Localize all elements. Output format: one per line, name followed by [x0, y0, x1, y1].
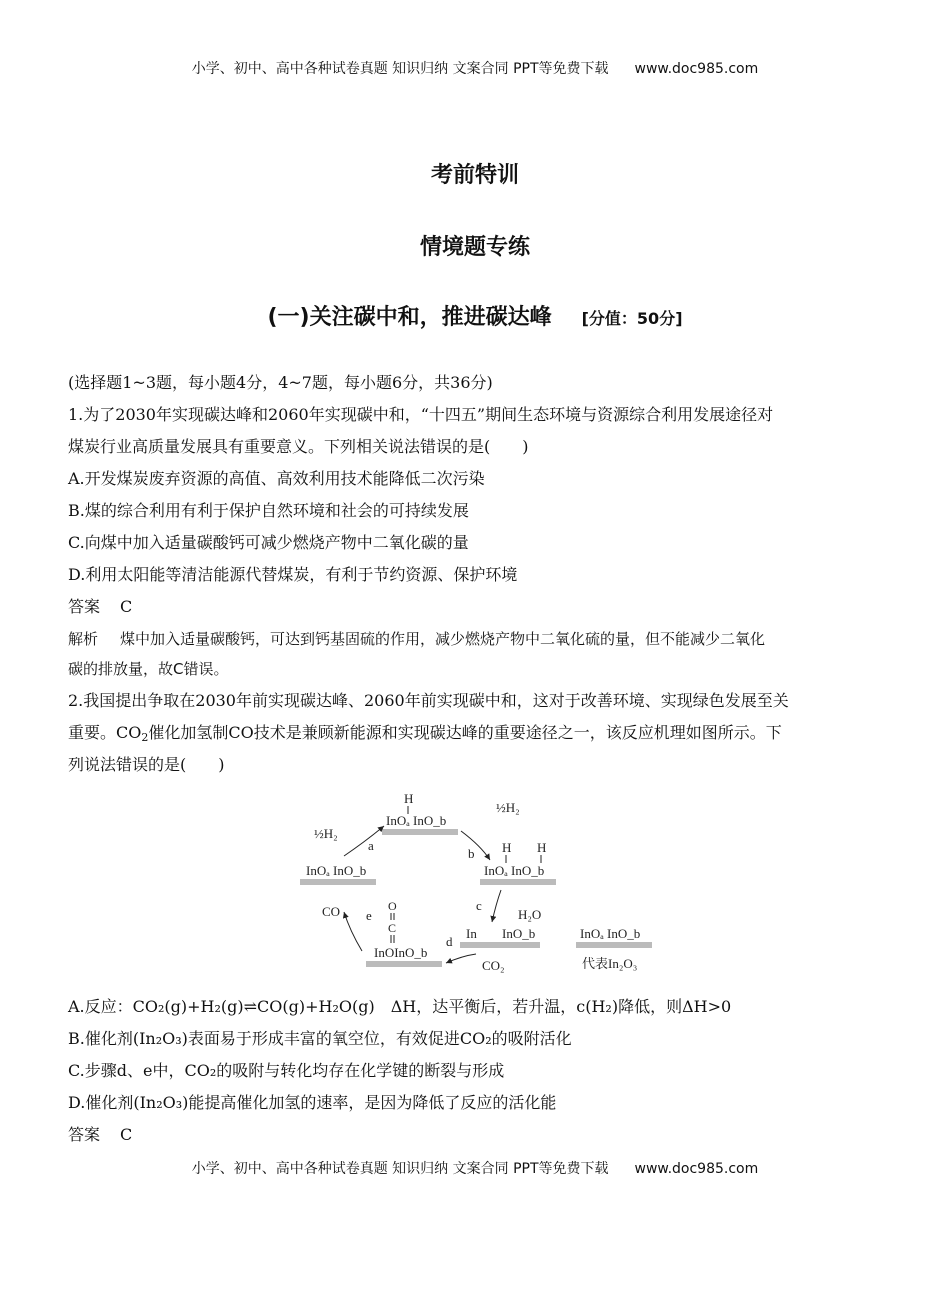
q1-analysis-text: 煤中加入适量碳酸钙，可达到钙基固硫的作用，减少燃烧产物中二氧化硫的量，但不能减少二氧化 — [120, 630, 766, 648]
page-title: 考前特训 — [430, 163, 519, 188]
q1-stem-line1: 1.为了2030年实现碳达峰和2060年实现碳中和，“十四五”期间生态环境与资源综合利用发展途径对 — [68, 405, 774, 424]
co2-label: CO₂ — [482, 958, 505, 973]
step-a-label: a — [368, 838, 374, 853]
half-h2-right: ½H₂ — [496, 800, 520, 815]
step-b-label: b — [468, 846, 475, 861]
q2-stem-line2b: 催化加氢制CO技术是兼顾新能源和实现碳达峰的重要途径之一，该反应机理如图所示。下 — [148, 723, 782, 742]
footer-site-link[interactable]: www.doc985.com — [634, 1161, 759, 1177]
half-h2-left: ½H₂ — [314, 826, 338, 841]
right-h1-label: H — [502, 840, 512, 855]
q1-stem-line2: 煤炭行业高质量发展具有重要意义。下列相关说法错误的是( ) — [68, 437, 529, 456]
question-intro: (选择题1~3题，每小题4分，4~7题，每小题6分，共36分) — [68, 373, 493, 392]
arrow-c — [492, 890, 501, 922]
top-h-label: H — [404, 791, 414, 806]
subsection-title — [0, 300, 950, 331]
right-h2-label: H — [537, 840, 547, 855]
vacancy-surface — [460, 942, 540, 948]
vacancy-inob-label: InO_b — [502, 926, 536, 941]
page-footer — [0, 1158, 950, 1178]
header-site-link[interactable]: www.doc985.com — [634, 61, 759, 77]
q2-answer-label: 答案 — [68, 1125, 101, 1144]
q2-stem-line1: 2.我国提出争取在2030年前实现碳达峰、2060年前实现碳中和，这对于改善环境、实现绿色发展至关 — [68, 691, 789, 710]
q1-answer-label: 答案 — [68, 597, 101, 616]
step-d-label: d — [446, 934, 453, 949]
arrow-e — [344, 912, 362, 951]
q1-answer — [68, 596, 880, 618]
bottom-surface-label: InOInO_b — [374, 945, 428, 960]
step-e-label: e — [366, 908, 372, 923]
q1-option-d: D.利用太阳能等清洁能源代替煤炭，有利于节约资源、保护环境 — [68, 565, 518, 584]
q1-analysis-line1 — [68, 628, 880, 650]
legend-label: 代表In₂O₃ — [582, 956, 638, 971]
co2-o-label: O — [388, 899, 397, 913]
vacancy-in-label: In — [466, 926, 477, 941]
q1-option-a: A.开发煤炭废弃资源的高值、高效利用技术能降低二次污染 — [68, 469, 485, 488]
arrow-a — [344, 826, 384, 856]
arrow-b — [461, 831, 490, 860]
page-header — [0, 58, 950, 78]
footer-text: 小学、初中、高中各种试卷真题 知识归纳 文案合同 PPT等免费下载 — [191, 1161, 609, 1177]
arrow-d — [446, 954, 476, 963]
mechanism-diagram — [296, 786, 666, 976]
score-label: [分值：50分] — [581, 309, 683, 328]
step-c-label: c — [476, 898, 482, 913]
q1-analysis-label: 解析 — [68, 630, 99, 648]
subsection-title-text: (一)关注碳中和，推进碳达峰 — [267, 305, 552, 330]
q2-answer-value: C — [120, 1125, 133, 1144]
q1-analysis-line2: 碳的排放量，故C错误。 — [68, 660, 229, 678]
header-text: 小学、初中、高中各种试卷真题 知识归纳 文案合同 PPT等免费下载 — [191, 61, 609, 77]
top-surface-label: InOₐ InO_b — [386, 813, 447, 828]
left-surface — [300, 879, 376, 885]
right-surface — [480, 879, 556, 885]
legend-surface — [576, 942, 652, 948]
co2-c-label: C — [388, 921, 397, 935]
section-title: 情境题专练 — [419, 235, 530, 260]
q2-option-a: A.反应：CO₂(g)+H₂(g)⇌CO(g)+H₂O(g) ΔH，达平衡后，若升温，c(H₂)降低，则ΔH>0 — [68, 997, 732, 1016]
bottom-surface — [366, 961, 442, 967]
q2-stem-line3: 列说法错误的是( ) — [68, 755, 225, 774]
q1-option-c: C.向煤中加入适量碳酸钙可减少燃烧产物中二氧化碳的量 — [68, 533, 469, 552]
q2-answer — [68, 1124, 880, 1146]
right-surface-label: InOₐ InO_b — [484, 863, 545, 878]
q2-option-c: C.步骤d、e中，CO₂的吸附与转化均存在化学键的断裂与形成 — [68, 1061, 505, 1080]
q2-option-b: B.催化剂(In₂O₃)表面易于形成丰富的氧空位，有效促进CO₂的吸附活化 — [68, 1029, 572, 1048]
q2-stem-line2: 重要。$CO_2$催化加氢制CO技术是兼顾新能源和实现碳达峰的重要途径之一，该反应机理如图所示。下 — [68, 723, 782, 744]
top-surface — [382, 829, 458, 835]
h2o-label: H₂O — [518, 907, 542, 922]
q1-answer-value: C — [120, 597, 133, 616]
q1-option-b: B.煤的综合利用有利于保护自然环境和社会的可持续发展 — [68, 501, 469, 520]
left-surface-label: InOₐ InO_b — [306, 863, 367, 878]
co-label: CO — [322, 904, 341, 919]
q2-stem-line2a: 重要。CO — [68, 723, 142, 742]
q2-option-d: D.催化剂(In₂O₃)能提高催化加氢的速率，是因为降低了反应的活化能 — [68, 1093, 557, 1112]
legend-surface-label: InOₐ InO_b — [580, 926, 641, 941]
